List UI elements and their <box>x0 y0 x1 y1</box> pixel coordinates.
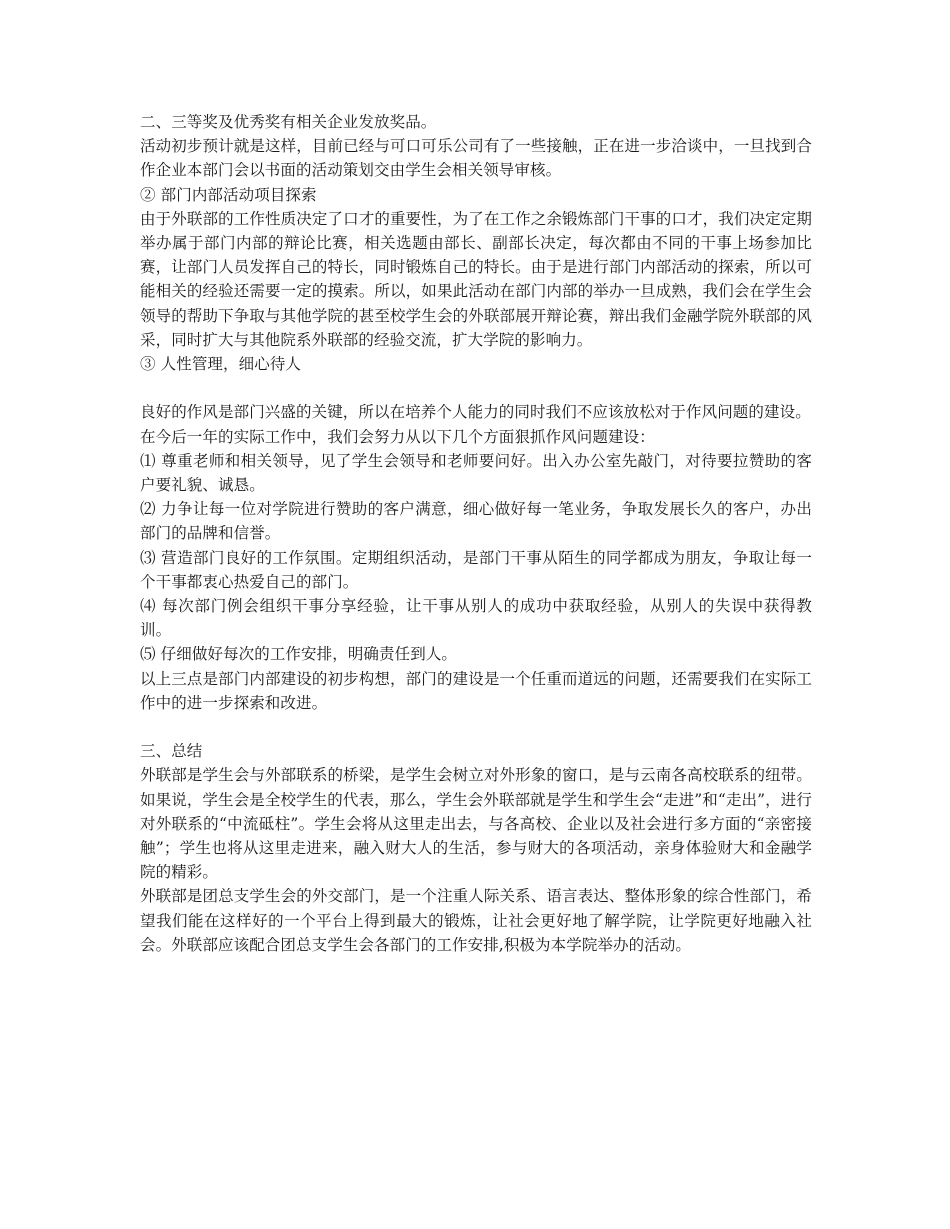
paragraph-bridge: 外联部是学生会与外部联系的桥梁，是学生会树立对外形象的窗口，是与云南各高校联系的纽带。如果说，学生会是全校学生的代表，那么，学生会外联部就是学生和学生会“走进”和“走出”，进行对外联系的“中流砥柱”。学生会将从这里走出去，与各高校、企业以及社会进行多方面的“亲密接触”；学生也将从这里走进来，融入财大人的生活，参与财大的各项活动，亲身体验财大和金融学院的精彩。 <box>140 766 812 882</box>
list-item-3: ⑶ 营造部门良好的工作氛围。定期组织活动，是部门干事从陌生的同学都成为朋友，争取让每一个干事都衷心热爱自己的部门。 <box>140 548 812 591</box>
paragraph-style-key: 良好的作风是部门兴盛的关键，所以在培养个人能力的同时我们不应该放松对于作风问题的建设。 <box>140 403 811 422</box>
heading-conclusion: 三、总结 <box>140 742 203 761</box>
heading-internal-activities: ② 部门内部活动项目探索 <box>140 185 317 204</box>
paragraph-construction-summary: 以上三点是部门内部建设的初步构想，部门的建设是一个任重而道远的问题，还需要我们在实际工作中的进一步探索和改进。 <box>140 669 812 712</box>
list-item-2: ⑵ 力争让每一位对学院进行赞助的客户满意，细心做好每一笔业务，争取发展长久的客户，办出部门的品牌和信誉。 <box>140 500 812 543</box>
list-item-1: ⑴ 尊重老师和相关领导，见了学生会领导和老师要问好。出入办公室先敲门，对待要拉赞助的客户要礼貌、诚恳。 <box>140 451 812 495</box>
paragraph-activity-plan: 活动初步预计就是这样，目前已经与可口可乐公司有了一些接触，正在进一步洽谈中，一旦找到合作企业本部门会以书面的活动策划交由学生会相关领导审核。 <box>140 137 812 180</box>
heading-humane-management: ③ 人性管理，细心待人 <box>140 355 302 374</box>
blank-line <box>140 376 812 400</box>
paragraph-diplomacy: 外联部是团总支学生会的外交部门，是一个注重人际关系、语言表达、整体形象的综合性部门，希望我们能在这样好的一个平台上得到最大的锻炼，让社会更好地了解学院，让学院更好地融入社会。外联部应该配合团总支学生会各部门的工作安排,积极为本学院举办的活动。 <box>140 887 812 954</box>
paragraph-style-intro: 在今后一年的实际工作中，我们会努力从以下几个方面狠抓作风问题建设： <box>140 427 655 446</box>
blank-line <box>140 715 812 739</box>
list-item-5: ⑸ 仔细做好每次的工作安排，明确责任到人。 <box>140 645 458 664</box>
list-item-4: ⑷ 每次部门例会组织干事分享经验，让干事从别人的成功中获取经验，从别人的失误中获得教训。 <box>140 597 812 640</box>
paragraph-award-note: 二、三等奖及优秀奖有相关企业发放奖品。 <box>140 113 437 131</box>
paragraph-debate: 由于外联部的工作性质决定了口才的重要性，为了在工作之余锻炼部门干事的口才，我们决定定期举办属于部门内部的辩论比赛，相关选题由部长、副部长决定，每次都由不同的干事上场参加比赛，让部门人员发挥自己的特长，同时锻炼自己的特长。由于是进行部门内部活动的探索，所以可能相关的经验还需要一定的摸索。所以，如果此活动在部门内部的举办一旦成熟，我们会在学生会领导的帮助下争取与其他学院的甚至校学生会的外联部展开辩论赛，辩出我们金融学院外联部的风采，同时扩大与其他院系外联部的经验交流，扩大学院的影响力。 <box>140 209 812 349</box>
document-body <box>140 110 812 957</box>
